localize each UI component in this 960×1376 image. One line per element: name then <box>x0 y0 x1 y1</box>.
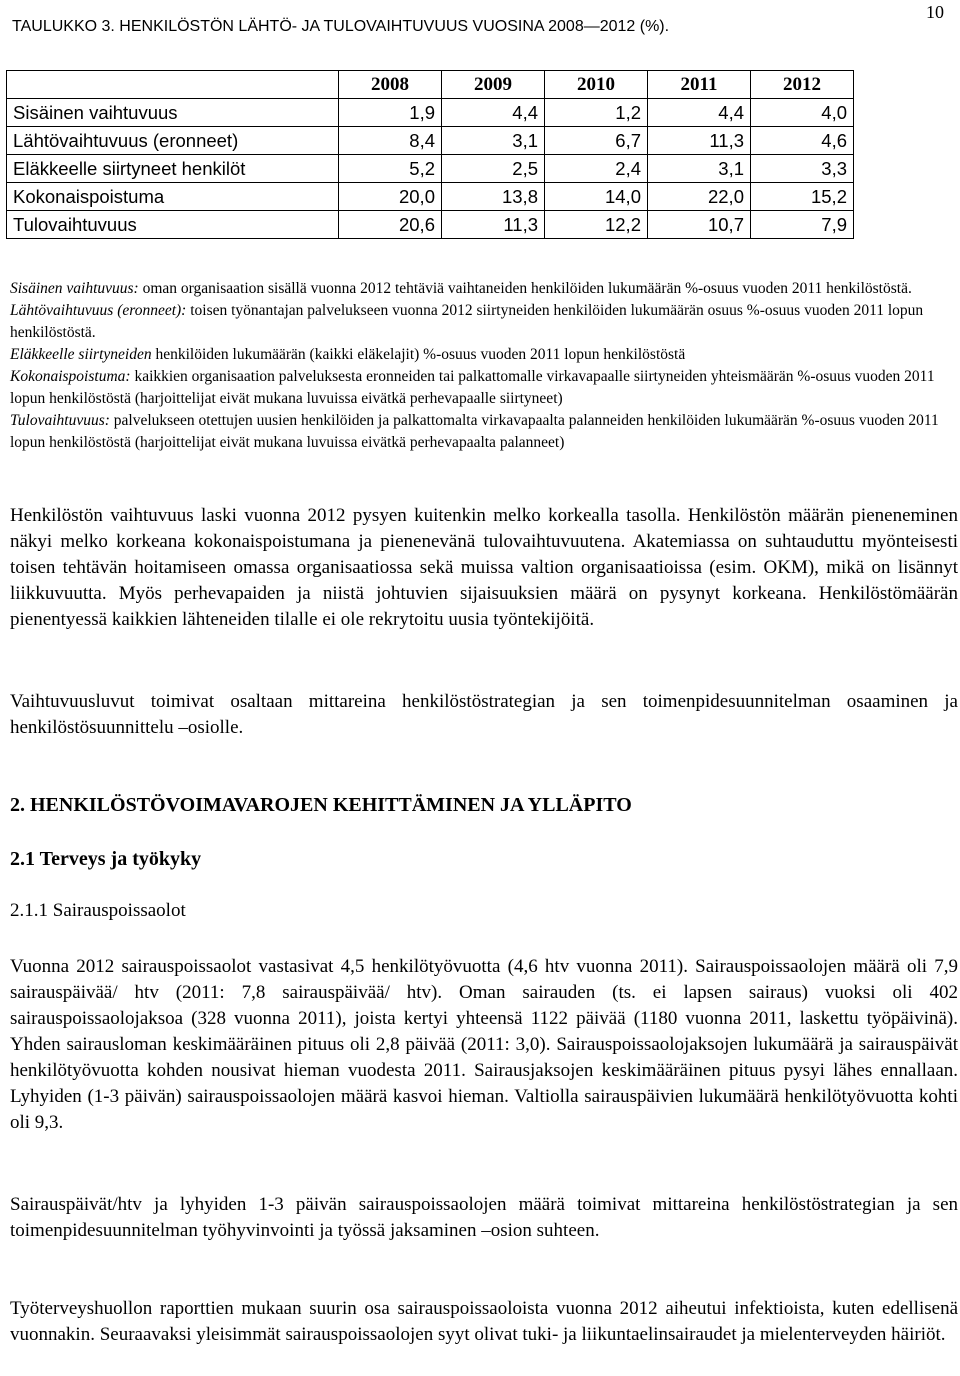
table-cell: 4,4 <box>648 99 751 127</box>
table-cell: 1,2 <box>545 99 648 127</box>
table-row <box>7 155 854 183</box>
note-internal-turnover <box>10 278 950 300</box>
note-text: toisen työnantajan palvelukseen vuonna 2012 siirtyneiden henkilöiden lukumäärän osuus %-osuus vuoden 2011 lopun henkilöstöstä. <box>10 302 924 341</box>
table-cell: 4,4 <box>442 99 545 127</box>
table-cell: 4,0 <box>751 99 854 127</box>
table-row <box>7 183 854 211</box>
body-paragraph <box>10 689 958 741</box>
page-number: 10 <box>926 2 944 22</box>
table-cell: 4,6 <box>751 127 854 155</box>
table-cell: 3,1 <box>648 155 751 183</box>
table-cell: 3,1 <box>442 127 545 155</box>
row-label: Sisäinen vaihtuvuus <box>7 99 339 127</box>
table-cell: 20,6 <box>339 211 442 239</box>
table-cell: 12,2 <box>545 211 648 239</box>
turnover-table <box>6 70 854 239</box>
table-cell: 2,4 <box>545 155 648 183</box>
note-incoming-turnover <box>10 410 950 454</box>
note-term: Eläkkeelle siirtyneiden <box>10 346 152 363</box>
paragraph-text: Vuonna 2012 sairauspoissaolot vastasivat 4,5 henkilötyövuotta (4,6 htv vuonna 2011). Sairauspoissaolojen määrä oli 7,9 sairauspäivää/ htv (2011: 7,8 sairauspäivää/ htv). Oman sairauden (ts. ei lapsen sairaus) vuoksi oli 402 sairauspoissaolojaksoa (328 vuonna 2011), joista kertyi yhteensä 1122 päivää (1180 vuonna 2011, laskettu työpäivinä). Yhden sairausloman keskimääräinen pituus oli 2,8 päivää (2011: 3,0). Sairauspoissaolojaksojen lukumäärä ja sairauspäivät henkilötyövuotta kohden nousivat hieman vuodesta 2011. Sairausjaksojen keskimääräinen pituus pysyi lähes ennallaan. Lyhyiden (1-3 päivän) sairauspoissaolojen määrä kasvoi hieman. Valtiolla sairauspäivien lukumäärä henkilötyövuotta kohti oli 9,3. <box>10 956 958 1133</box>
table-cell: 8,4 <box>339 127 442 155</box>
table-header-cell: 2008 <box>339 71 442 99</box>
table-cell: 2,5 <box>442 155 545 183</box>
table-header-cell: 2010 <box>545 71 648 99</box>
body-paragraph <box>10 1192 958 1244</box>
note-outgoing-turnover <box>10 300 950 344</box>
row-label: Tulovaihtuvuus <box>7 211 339 239</box>
table-header-cell <box>7 71 339 99</box>
body-paragraph <box>10 503 958 633</box>
table-header-cell: 2012 <box>751 71 854 99</box>
paragraph-text: Työterveyshuollon raporttien mukaan suurin osa sairauspoissaoloista vuonna 2012 aiheutui infektioista, kuten edellisenä vuonnakin. Seuraavaksi yleisimmät sairauspoissaolojen syyt olivat tuki- ja liikuntaelinsairaudet ja mielenterveyden häiriöt. <box>10 1298 958 1345</box>
table-cell: 1,9 <box>339 99 442 127</box>
body-paragraph <box>10 1296 958 1348</box>
note-text: oman organisaation sisällä vuonna 2012 tehtäviä vaihtaneiden henkilöiden lukumäärän %-osuus vuoden 2011 henkilöstöstä. <box>138 280 912 297</box>
note-text: palvelukseen otettujen uusien henkilöiden ja palkattomalta virkavapaalta palanneiden henkilöiden lukumäärän %-osuus vuoden 2011 lopun henkilöstöstä (harjoittelijat eivät mukana luvuissa eivätkä perhevapaalta palanneet) <box>10 412 939 451</box>
table-cell: 6,7 <box>545 127 648 155</box>
table-cell: 5,2 <box>339 155 442 183</box>
row-label: Eläkkeelle siirtyneet henkilöt <box>7 155 339 183</box>
note-total-exits <box>10 366 950 410</box>
subsection-heading: 2.1 Terveys ja työkyky <box>10 848 202 870</box>
table-caption: TAULUKKO 3. HENKILÖSTÖN LÄHTÖ- JA TULOVAIHTUVUUS VUOSINA 2008—2012 (%). <box>12 18 670 35</box>
table-cell: 11,3 <box>442 211 545 239</box>
table-header-row <box>7 71 854 99</box>
table-cell: 14,0 <box>545 183 648 211</box>
table-cell: 22,0 <box>648 183 751 211</box>
table-header-cell: 2011 <box>648 71 751 99</box>
note-term: Kokonaispoistuma: <box>10 368 131 385</box>
note-term: Tulovaihtuvuus: <box>10 412 110 429</box>
paragraph-text: Henkilöstön vaihtuvuus laski vuonna 2012 pysyen kuitenkin melko korkealla tasolla. Henkilöstön määrän pieneneminen näkyi melko korkeana kokonaispoistumana ja pienenevänä tulovaihtuvuutena. Akatemiassa on suhtauduttu myönteisesti toisen tehtävän hoitamiseen omassa organisaatiossa sekä muissa valtion organisaatioissa (esim. OKM), mikä on lisännyt liikkuvuutta. Myös perhevapaiden ja niistä johtuvien sijaisuuksien määrä on pysynyt korkeana. Henkilöstömäärän pienentyessä kaikkien lähteneiden tilalle ei ole rekrytoitu uusia työntekijöitä. <box>10 505 958 630</box>
paragraph-text: Sairauspäivät/htv ja lyhyiden 1-3 päivän sairauspoissaolojen määrä toimivat mittareina henkilöstöstrategian ja sen toimenpidesuunnitelman työhyvinvointi ja työssä jaksaminen –osion suhteen. <box>10 1194 958 1241</box>
note-retirements <box>10 344 950 366</box>
table-cell: 3,3 <box>751 155 854 183</box>
table-row <box>7 99 854 127</box>
section-heading: 2. HENKILÖSTÖVOIMAVAROJEN KEHITTÄMINEN JA YLLÄPITO <box>10 794 632 816</box>
table-cell: 15,2 <box>751 183 854 211</box>
row-label: Lähtövaihtuvuus (eronneet) <box>7 127 339 155</box>
paragraph-text: Vaihtuvuusluvut toimivat osaltaan mittareina henkilöstöstrategian ja sen toimenpidesuunnitelman osaaminen ja henkilöstösuunnittelu –osiolle. <box>10 691 958 738</box>
table-cell: 20,0 <box>339 183 442 211</box>
body-paragraph <box>10 954 958 1136</box>
table-cell: 7,9 <box>751 211 854 239</box>
table-notes <box>10 278 950 454</box>
table-cell: 11,3 <box>648 127 751 155</box>
note-term: Lähtövaihtuvuus (eronneet): <box>10 302 187 319</box>
table-row <box>7 127 854 155</box>
table-cell: 13,8 <box>442 183 545 211</box>
subsubsection-heading: 2.1.1 Sairauspoissaolot <box>10 900 186 921</box>
note-term: Sisäinen vaihtuvuus: <box>10 280 139 297</box>
table-row <box>7 211 854 239</box>
table-cell: 10,7 <box>648 211 751 239</box>
note-text: kaikkien organisaation palveluksesta eronneiden tai palkattomalle virkavapaalle siirtyneiden yhteismäärän %-osuus vuoden 2011 lopun henkilöstöstä (harjoittelijat eivät mukana luvuissa eivätkä perhevapaalle siirtyneet) <box>10 368 935 407</box>
table-header-cell: 2009 <box>442 71 545 99</box>
row-label: Kokonaispoistuma <box>7 183 339 211</box>
note-text: henkilöiden lukumäärän (kaikki eläkelajit) %-osuus vuoden 2011 lopun henkilöstöstä <box>151 346 686 363</box>
